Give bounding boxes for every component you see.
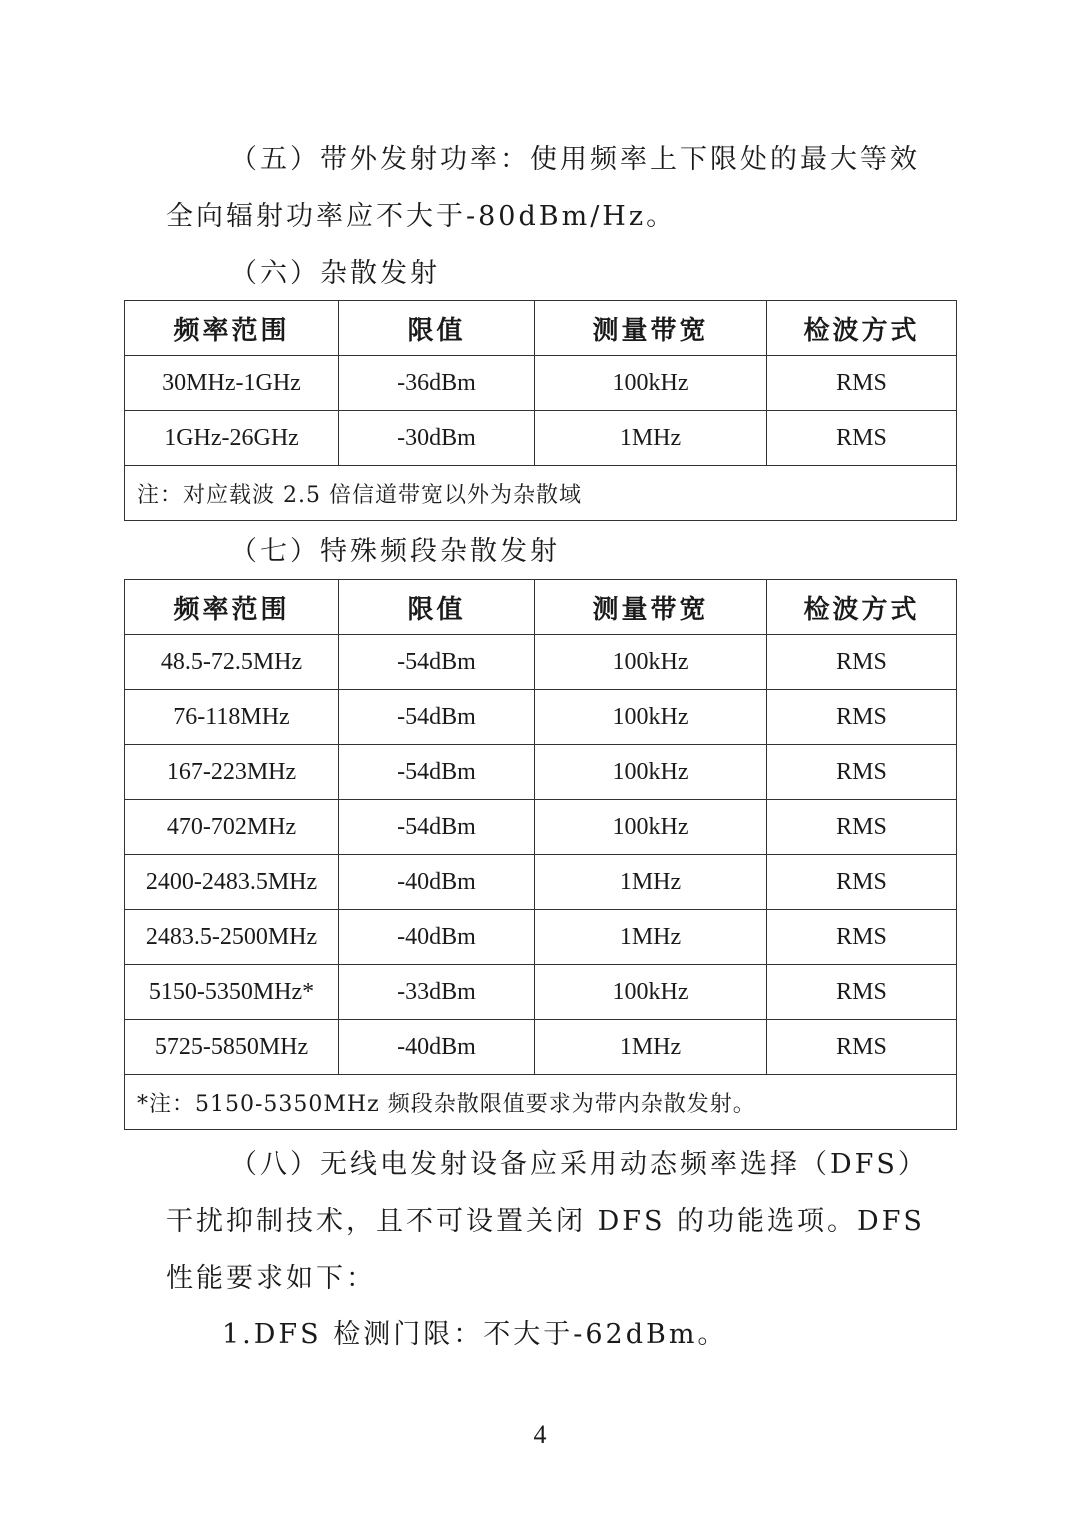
header-measurement-bandwidth: 测量带宽 <box>535 301 767 356</box>
cell-frequency-range: 470-702MHz <box>125 800 339 855</box>
cell-limit: -30dBm <box>339 411 535 466</box>
dfs-threshold-item: 1.DFS 检测门限：不大于-62dBm。 <box>222 1319 728 1350</box>
cell-detection: RMS <box>767 855 957 910</box>
spurious-emission-table <box>124 300 957 521</box>
cell-bandwidth: 1MHz <box>535 411 767 466</box>
cell-detection: RMS <box>767 965 957 1020</box>
cell-detection: RMS <box>767 690 957 745</box>
cell-detection: RMS <box>767 910 957 965</box>
cell-bandwidth: 100kHz <box>535 745 767 800</box>
cell-bandwidth: 100kHz <box>535 635 767 690</box>
cell-frequency-range: 5725-5850MHz <box>125 1020 339 1075</box>
cell-detection: RMS <box>767 800 957 855</box>
cell-limit: -40dBm <box>339 1020 535 1075</box>
table-row <box>125 800 957 855</box>
table-row <box>125 635 957 690</box>
cell-frequency-range: 1GHz-26GHz <box>125 411 339 466</box>
table-row <box>125 745 957 800</box>
cell-limit: -54dBm <box>339 745 535 800</box>
cell-detection: RMS <box>767 411 957 466</box>
cell-bandwidth: 1MHz <box>535 855 767 910</box>
cell-limit: -54dBm <box>339 800 535 855</box>
cell-detection: RMS <box>767 1020 957 1075</box>
cell-frequency-range: 167-223MHz <box>125 745 339 800</box>
header-frequency-range: 频率范围 <box>125 301 339 356</box>
table-note-row <box>125 466 957 521</box>
cell-bandwidth: 100kHz <box>535 800 767 855</box>
page-number: 4 <box>533 1420 547 1449</box>
cell-bandwidth: 1MHz <box>535 1020 767 1075</box>
table-row <box>125 910 957 965</box>
header-limit: 限值 <box>339 580 535 635</box>
section-5-paragraph: （五）带外发射功率：使用频率上下限处的最大等效全向辐射功率应不大于-80dBm/Hz。 <box>166 144 920 232</box>
cell-limit: -40dBm <box>339 855 535 910</box>
section-6-title: （六）杂散发射 <box>230 258 440 289</box>
section-7-title: （七）特殊频段杂散发射 <box>230 536 560 567</box>
header-limit: 限值 <box>339 301 535 356</box>
special-band-spurious-table <box>124 579 957 1130</box>
table-header-row <box>125 580 957 635</box>
table-row <box>125 855 957 910</box>
cell-frequency-range: 2483.5-2500MHz <box>125 910 339 965</box>
header-detection-mode: 检波方式 <box>767 301 957 356</box>
cell-frequency-range: 76-118MHz <box>125 690 339 745</box>
table-note-row <box>125 1075 957 1130</box>
cell-limit: -36dBm <box>339 356 535 411</box>
cell-limit: -33dBm <box>339 965 535 1020</box>
cell-bandwidth: 100kHz <box>535 965 767 1020</box>
cell-frequency-range: 48.5-72.5MHz <box>125 635 339 690</box>
cell-frequency-range: 30MHz-1GHz <box>125 356 339 411</box>
cell-bandwidth: 100kHz <box>535 690 767 745</box>
cell-limit: -54dBm <box>339 690 535 745</box>
table-note: 注：对应载波 2.5 倍信道带宽以外为杂散域 <box>125 466 957 521</box>
section-8-paragraph: （八）无线电发射设备应采用动态频率选择（DFS）干扰抑制技术，且不可设置关闭 DFS 的功能选项。DFS 性能要求如下： <box>166 1149 925 1294</box>
table-row <box>125 690 957 745</box>
table-header-row <box>125 301 957 356</box>
cell-limit: -40dBm <box>339 910 535 965</box>
cell-frequency-range: 2400-2483.5MHz <box>125 855 339 910</box>
table-note: *注：5150-5350MHz 频段杂散限值要求为带内杂散发射。 <box>125 1075 957 1130</box>
cell-detection: RMS <box>767 745 957 800</box>
cell-detection: RMS <box>767 356 957 411</box>
table-row <box>125 965 957 1020</box>
cell-bandwidth: 100kHz <box>535 356 767 411</box>
header-measurement-bandwidth: 测量带宽 <box>535 580 767 635</box>
cell-frequency-range: 5150-5350MHz* <box>125 965 339 1020</box>
cell-detection: RMS <box>767 635 957 690</box>
header-detection-mode: 检波方式 <box>767 580 957 635</box>
table-row <box>125 1020 957 1075</box>
cell-bandwidth: 1MHz <box>535 910 767 965</box>
header-frequency-range: 频率范围 <box>125 580 339 635</box>
table-row <box>125 411 957 466</box>
table-row <box>125 356 957 411</box>
cell-limit: -54dBm <box>339 635 535 690</box>
